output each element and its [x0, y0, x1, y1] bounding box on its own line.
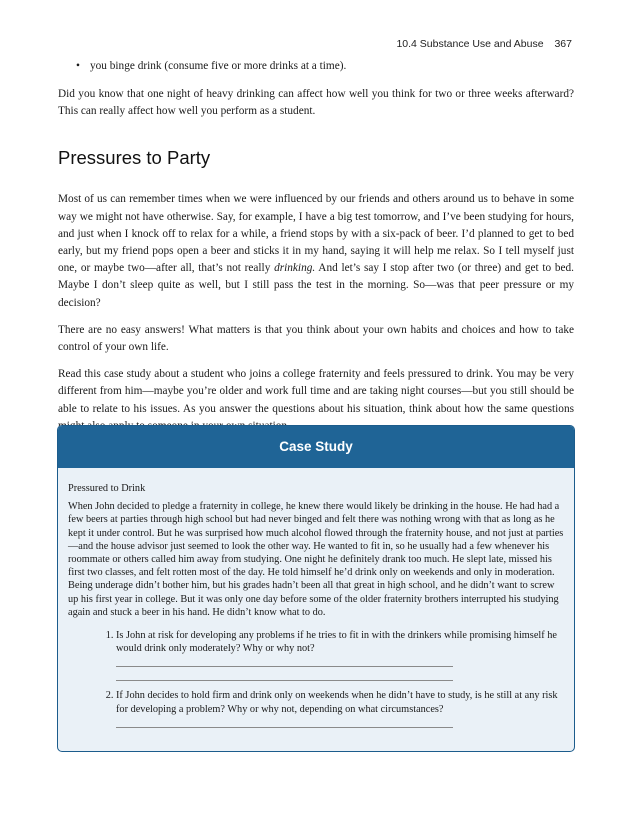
body-paragraph-2: There are no easy answers! What matters is that you think about your own habits and choices and how to take control of your own life. [58, 323, 574, 354]
paragraph-text: And let’s say I stop after two (or three) and get to bed. Maybe I don’t sleep quite as well, but I still pass the test in the morning. So—was that peer pressure or my decision? [58, 262, 574, 309]
section-label: 10.4 Substance Use and Abuse [396, 38, 544, 50]
running-header [396, 38, 572, 50]
question-text: Is John at risk for developing any problems if he tries to fit in with the drinkers while promising himself he would drink only moderately? Why or why not? [116, 630, 557, 655]
question-item [116, 689, 564, 727]
case-study-header: Case Study [58, 426, 574, 468]
case-study-text: When John decided to pledge a fraternity in college, he knew there would likely be drinking in the house. He had had a few beers at parties through high school but had never binged and felt there was nothing wrong with that as long as he kept it under control. But he was surprised how much alcohol flowed through the fraternity house, and not just at parties—and the house advisor just seemed to look the other way. He wanted to fit in, so he usually had a few whenever his roommate or others called him away from studying. One night he definitely drank too much. He slept late, missed his first two classes, and felt rotten most of the day. He told himself he’d drink only on weekends and only in moderation. Being underage didn’t bother him, but his grades hadn’t been all that great in high school, and he didn’t want to screw up his first year in college. But it was only one day before some of the older fraternity brothers interrupted his studying again and stuck a beer in his hand. He didn’t know what to do. [68, 501, 564, 618]
body-paragraph-3: Read this case study about a student who joins a college fraternity and feels pressured to drink. You may be very different from him—maybe you’re older and work full time and are taking night courses—but you still should be able to relate to his issues. As you answer the questions about his situation, think about how the same questions [58, 368, 574, 415]
question-item [116, 629, 564, 681]
bullet-list [58, 58, 574, 75]
answer-line[interactable] [116, 727, 453, 728]
body-paragraph-1 [58, 191, 574, 311]
case-study-box [57, 425, 575, 752]
list-item: • you binge drink (consume five or more drinks at a time). [90, 58, 574, 75]
page-number: 367 [554, 38, 572, 50]
question-text: If John decides to hold firm and drink only on weekends when he didn’t have to study, is he still at any risk for developing a problem? Why or why not, depending on what circumstances? [116, 690, 558, 715]
answer-line[interactable] [116, 666, 453, 667]
case-study-subtitle: Pressured to Drink [68, 483, 146, 494]
answer-line[interactable] [116, 680, 453, 681]
question-list [68, 629, 564, 728]
section-title: Pressures to Party [58, 147, 211, 169]
case-study-body [58, 468, 574, 728]
emphasis-text: drinking. [274, 262, 316, 275]
paragraph-text: Most of us can remember times when we were influenced by our friends and others around us to behave in some way we might not have otherwise. Say, for example, I have a big test tomorrow, and I’ve been studying for hours, and just when I knock off to relax for a while, a friend stops by with a six-pack of beer. I’d planned to get to bed early, but my friend pops open a beer and sticks it in my hand, saying it will help me relax. So I tell myself just one, or maybe two—after all, that’s not really [58, 193, 574, 275]
page-content [58, 58, 574, 435]
intro-paragraph: Did you know that one night of heavy drinking can affect how well you think for two or three weeks afterward? This can really affect how well you perform as a student. [58, 88, 574, 118]
